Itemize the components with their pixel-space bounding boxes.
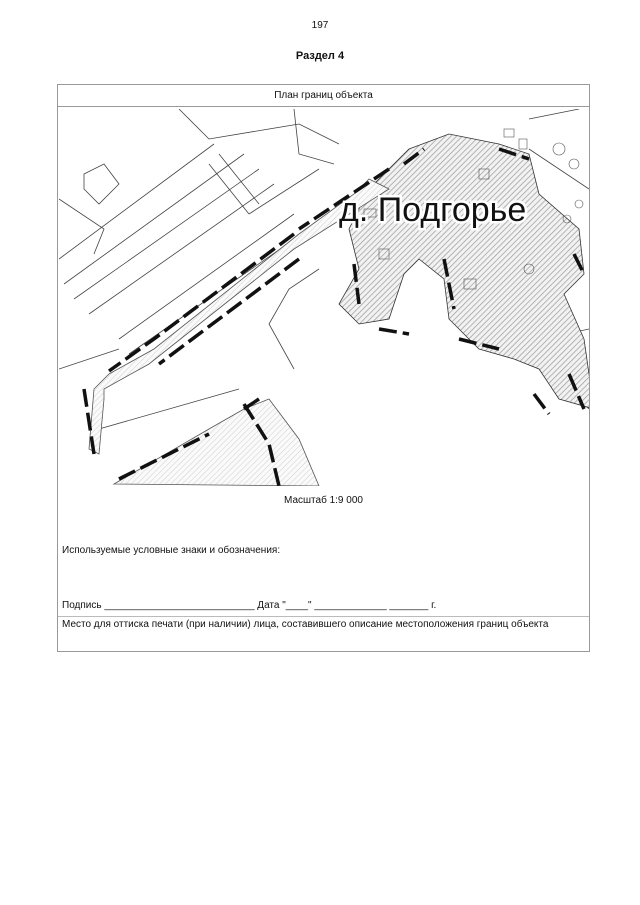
village-label: д. Подгорье [339, 191, 527, 229]
page-number: 197 [311, 20, 329, 31]
section-title: Раздел 4 [295, 50, 345, 62]
legend-label: Используемые условные знаки и обозначения: [62, 545, 281, 556]
stamp-place-text: Место для оттиска печати (при наличии) лица, составившего описание местоположения границ объекта [62, 619, 549, 630]
boundary-corridor-lower [114, 399, 319, 486]
boundary-plan-frame [57, 84, 590, 652]
boundary-map [59, 109, 589, 486]
signature-line: Подпись ___________________________ Дата "____" _____________ _______ г. [62, 600, 437, 611]
scale-label: Масштаб 1:9 000 [284, 495, 363, 506]
plan-header: План границ объекта [58, 85, 589, 107]
map-drawing [59, 109, 589, 486]
